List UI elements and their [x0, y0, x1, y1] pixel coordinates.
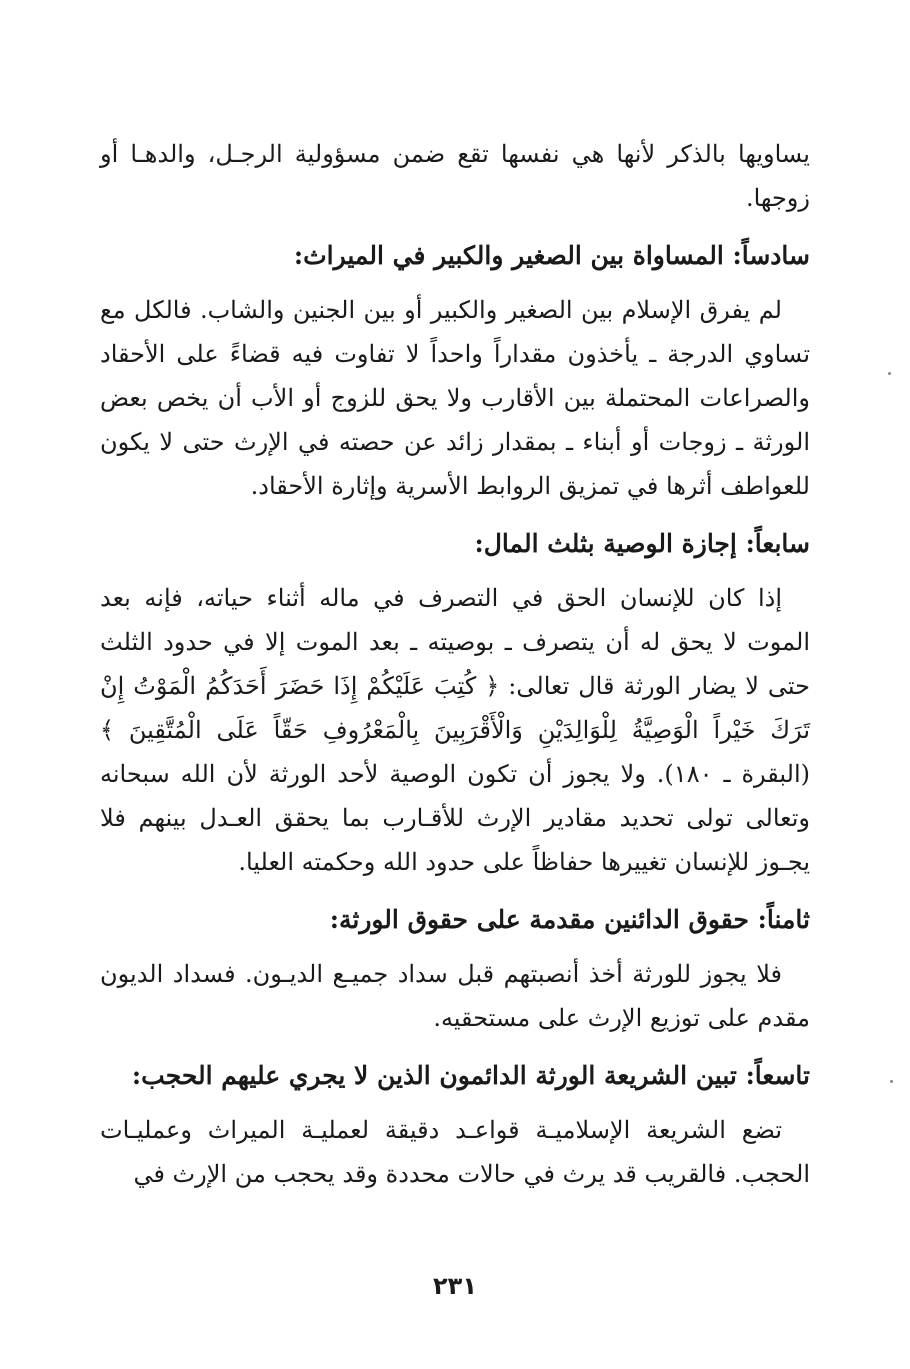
- paragraph-section-8: فلا يجوز للورثة أخذ أنصبتهم قبل سداد جميـع الديـون. فسداد الديون مقدم على توزيع الإرث على مستحقيه.: [100, 960, 810, 1032]
- section-heading-8: [100, 898, 810, 942]
- section-title: المساواة بين الصغير والكبير في الميراث:: [293, 241, 724, 270]
- section-title: إجازة الوصية بثلث المال:: [474, 529, 737, 558]
- quran-verse: ﴿ كُتِبَ عَلَيْكُمْ إِذَا حَضَرَ أَحَدَكُمُ الْمَوْتُ إِنْ تَرَكَ خَيْراً الْوَصِيَّةُ لِلْوَالِدَيْنِ وَالْأَقْرَبِينَ بِالْمَعْرُوفِ حَقّاً عَلَى الْمُتَّقِينَ ﴾: [100, 672, 810, 744]
- section-number: سابعاً:: [745, 529, 810, 558]
- section-number: ثامناً:: [757, 905, 810, 934]
- paragraph-section-6: لم يفرق الإسلام بين الصغير والكبير أو بين الجنين والشاب. فالكل مع تساوي الدرجة ـ يأخذون مقداراً واحداً لا تفاوت فيه قضاءً على الأحقاد والصراعات المحتملة بين الأقارب ولا يحق للزوج أو الأب أن يخص بعض الورثة ـ زوجات أو أبناء ـ بمقدار زائد عن حصته في الإرث حتى لا يكون للعواطف أثرها في تمزيق الروابط الأسرية وإثارة الأحقاد.: [100, 296, 810, 500]
- paragraph-section-9: تضع الشريعة الإسلاميـة قواعـد دقيقة لعمليـة الميراث وعمليـات الحجب. فالقريب قد يرث في حالات محددة وقد يحجب من الإرث في: [100, 1116, 810, 1188]
- section-title: تبين الشريعة الورثة الدائمون الذين لا يجري عليهم الحجب:: [131, 1061, 737, 1090]
- paragraph-text: إذا كان للإنسان الحق في التصرف في ماله أثناء حياته، فإنه بعد الموت لا يحق له أن يتصرف ـ بوصيته ـ بعد الموت إلا في حدود الثلث حتى لا يضار الورثة قال تعالى:: [100, 584, 810, 700]
- paragraph-text: (البقرة ـ ١٨٠). ولا يجوز أن تكون الوصية لأحد الورثة لأن الله سبحانه وتعالى تولى تحديد مقادير الإرث للأقـارب بما يحقق العـدل بينهم فلا يجـوز للإنسان تغييرها حفاظاً على حدود الله وحكمته العليا.: [100, 760, 811, 876]
- document-page: [100, 132, 810, 1369]
- paragraph-continued: يساويها بالذكر لأنها هي نفسها تقع ضمن مسؤولية الرجـل، والدهـا أو زوجها.: [100, 140, 810, 212]
- section-heading-7: [100, 522, 810, 566]
- section-heading-6: [100, 234, 810, 278]
- section-number: سادساً:: [732, 241, 810, 270]
- scan-speck: [890, 1080, 893, 1083]
- page-number: ٢٣١: [433, 1272, 477, 1300]
- section-number: تاسعاً:: [745, 1061, 810, 1090]
- section-title: حقوق الدائنين مقدمة على حقوق الورثة:: [329, 905, 749, 934]
- paragraph-section-7: [100, 576, 810, 884]
- scan-speck: [888, 372, 891, 375]
- section-heading-9: [100, 1054, 810, 1098]
